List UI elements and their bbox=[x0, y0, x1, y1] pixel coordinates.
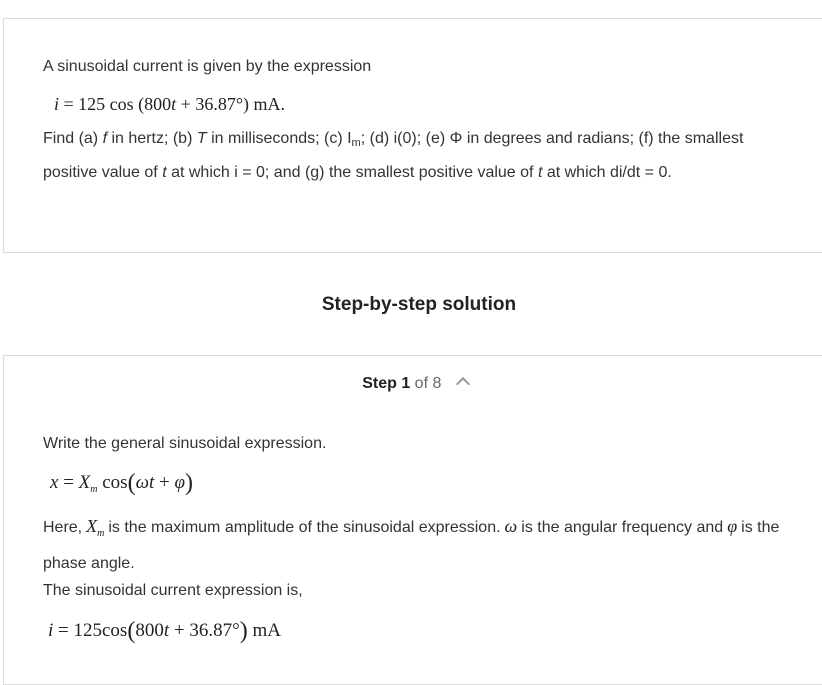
step-word: Step bbox=[362, 375, 397, 392]
solution-heading: Step-by-step solution bbox=[321, 294, 517, 315]
question-intro: A sinusoidal current is given by the expression bbox=[43, 58, 372, 75]
current-expression-text: The sinusoidal current expression is, bbox=[43, 582, 303, 599]
current-formula: i = 125cos(800t + 36.87°) mA bbox=[48, 618, 281, 644]
question-text: Find (a) f in hertz; (b) T in milliseconds; (c) $I_m$; (d) i(0); (e) Φ in degrees and radians; (f) the smallest positive value of t at which i = 0; and (g) the smallest positive value of t at which di/dt = 0. bbox=[43, 130, 744, 181]
step-card bbox=[3, 355, 822, 685]
step-number: 1 bbox=[401, 375, 411, 392]
step-total: of 8 bbox=[414, 375, 442, 392]
question-expression: i = 125 cos (800t + 36.87°) mA. bbox=[54, 94, 286, 114]
chevron-up-icon[interactable] bbox=[456, 377, 470, 391]
general-formula: $x = X_m$ cos(ωt + φ) bbox=[50, 470, 194, 496]
here-explanation: Here, $X_m$ is the maximum amplitude of the sinusoidal expression. ω is the angular frequency and φ is the phase angle. bbox=[43, 516, 780, 572]
xm-symbol: $X_m$ bbox=[86, 516, 105, 539]
question-card bbox=[3, 18, 822, 253]
general-expression-text: Write the general sinusoidal expression. bbox=[43, 435, 327, 452]
omega-symbol: ω bbox=[504, 516, 518, 536]
phi-symbol: φ bbox=[727, 516, 738, 536]
step-header[interactable] bbox=[4, 375, 822, 393]
